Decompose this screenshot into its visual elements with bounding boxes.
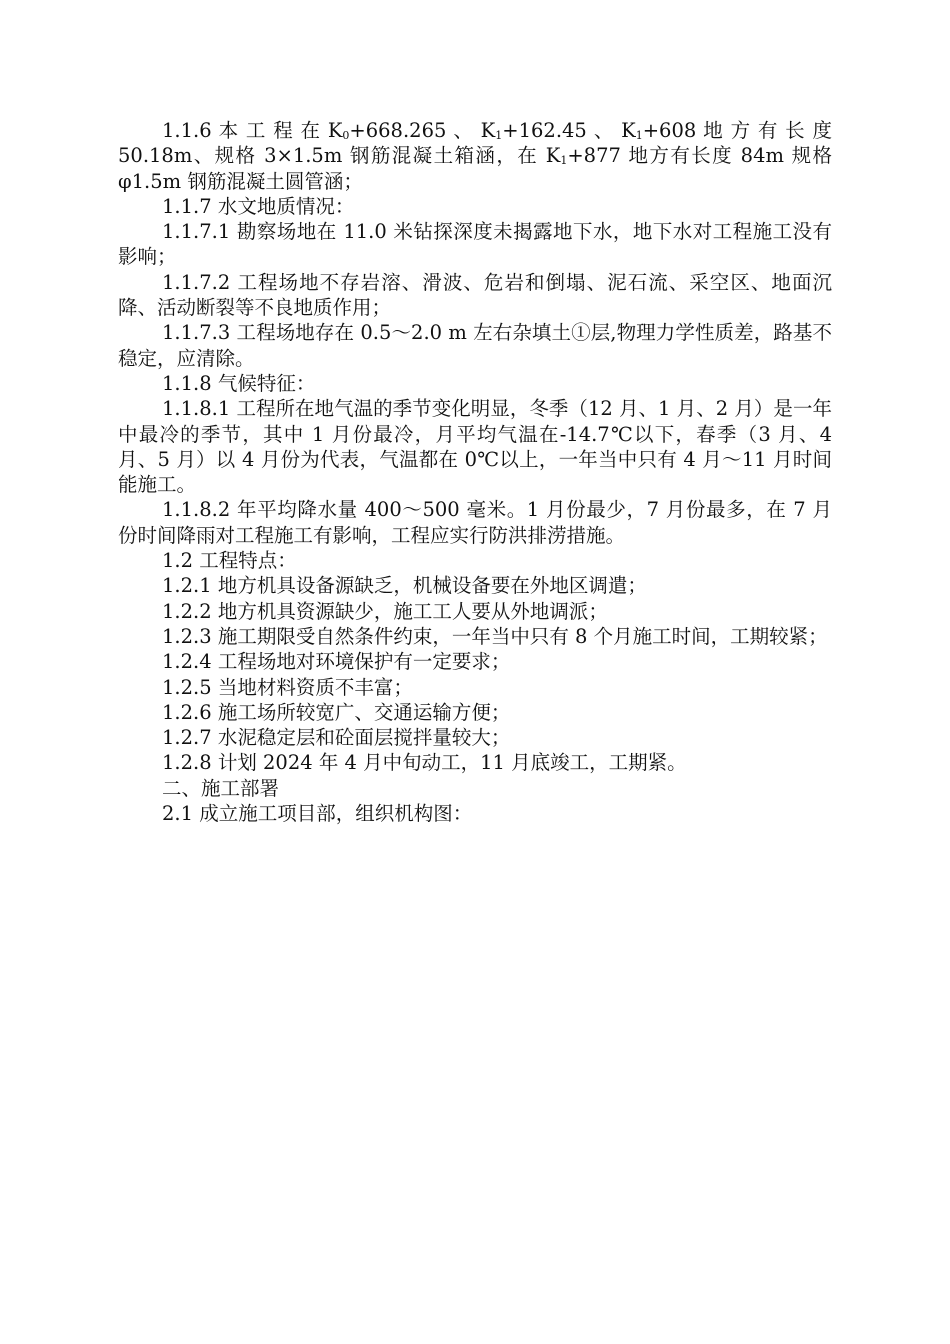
paragraph-1-1-8-2: 1.1.8.2 年平均降水量 400～500 毫米。1 月份最少，7 月份最多，在 7 月份时间降雨对工程施工有影响，工程应实行防洪排涝措施。 [118,498,832,547]
paragraph-1-1-7-2: 1.1.7.2 工程场地不存岩溶、滑波、危岩和倒塌、泥石流、采空区、地面沉降、活动断裂等不良地质作用； [118,270,832,320]
paragraph-1-2-3: 1.2.3 施工期限受自然条件约束，一年当中只有 8 个月施工时间，工期较紧； [162,624,828,648]
subscript: 1 [635,129,643,142]
paragraph-1-2-4: 1.2.4 工程场地对环境保护有一定要求； [162,650,511,674]
heading-1-1-7: 1.1.7 水文地质情况： [162,194,355,218]
heading-1-1-8: 1.1.8 气候特征： [162,371,316,395]
subscript: 1 [495,129,503,142]
paragraph-1-2-6: 1.2.6 施工场所较宽广、交通运输方便； [162,700,511,724]
subscript: 0 [342,129,350,142]
paragraph-1-2-8: 1.2.8 计划 2024 年 4 月中旬动工，11 月底竣工，工期紧。 [162,751,687,775]
paragraph-1-1-8-1: 1.1.8.1 工程所在地气温的季节变化明显，冬季（12 月、1 月、2 月）是一年中最冷的季节，其中 1 月份最冷，月平均气温在-14.7℃以下，春季（3 月、4 月、5 月）以 4 月份为代表，气温都在 0℃以上，一年当中只有 4 月～11 月时间能施工。 [118,397,832,497]
paragraph-1-2-7: 1.2.7 水泥稳定层和砼面层搅拌量较大； [162,726,511,750]
paragraph-1-1-7-3: 1.1.7.3 工程场地存在 0.5～2.0 m 左右杂填土①层,物理力学性质差，路基不稳定，应清除。 [118,321,832,370]
text-run: +877 地方有长度 84m 规格φ1.5m 钢筋混凝土圆管涵； [118,144,832,193]
paragraph-1-2-2: 1.2.2 地方机具资源缺少，施工工人要从外地调派； [162,599,608,623]
heading-1-2: 1.2 工程特点： [162,549,297,573]
section-heading-2: 二、施工部署 [162,776,280,800]
paragraph-1-2-1: 1.2.1 地方机具设备源缺乏，机械设备要在外地区调遣； [162,574,647,598]
paragraph-1-1-6 [118,118,832,194]
text-run: +162.45 、 K [502,119,636,142]
document-page [118,118,832,826]
subscript: 1 [560,154,568,168]
text-run: +608 地 方 有 长 度 50.18m、规格 3×1.5m 钢筋混凝土箱涵，在 K [118,119,832,168]
paragraph-1-1-7-1: 1.1.7.1 勘察场地在 11.0 米钻探深度未揭露地下水，地下水对工程施工没有影响； [118,220,832,269]
text-run: +668.265 、 K [349,119,496,142]
paragraph-2-1: 2.1 成立施工项目部，组织机构图： [162,802,473,826]
text-run: 1.1.6 本 工 程 在 K [162,119,343,142]
paragraph-1-2-5: 1.2.5 当地材料资质不丰富； [162,675,413,699]
